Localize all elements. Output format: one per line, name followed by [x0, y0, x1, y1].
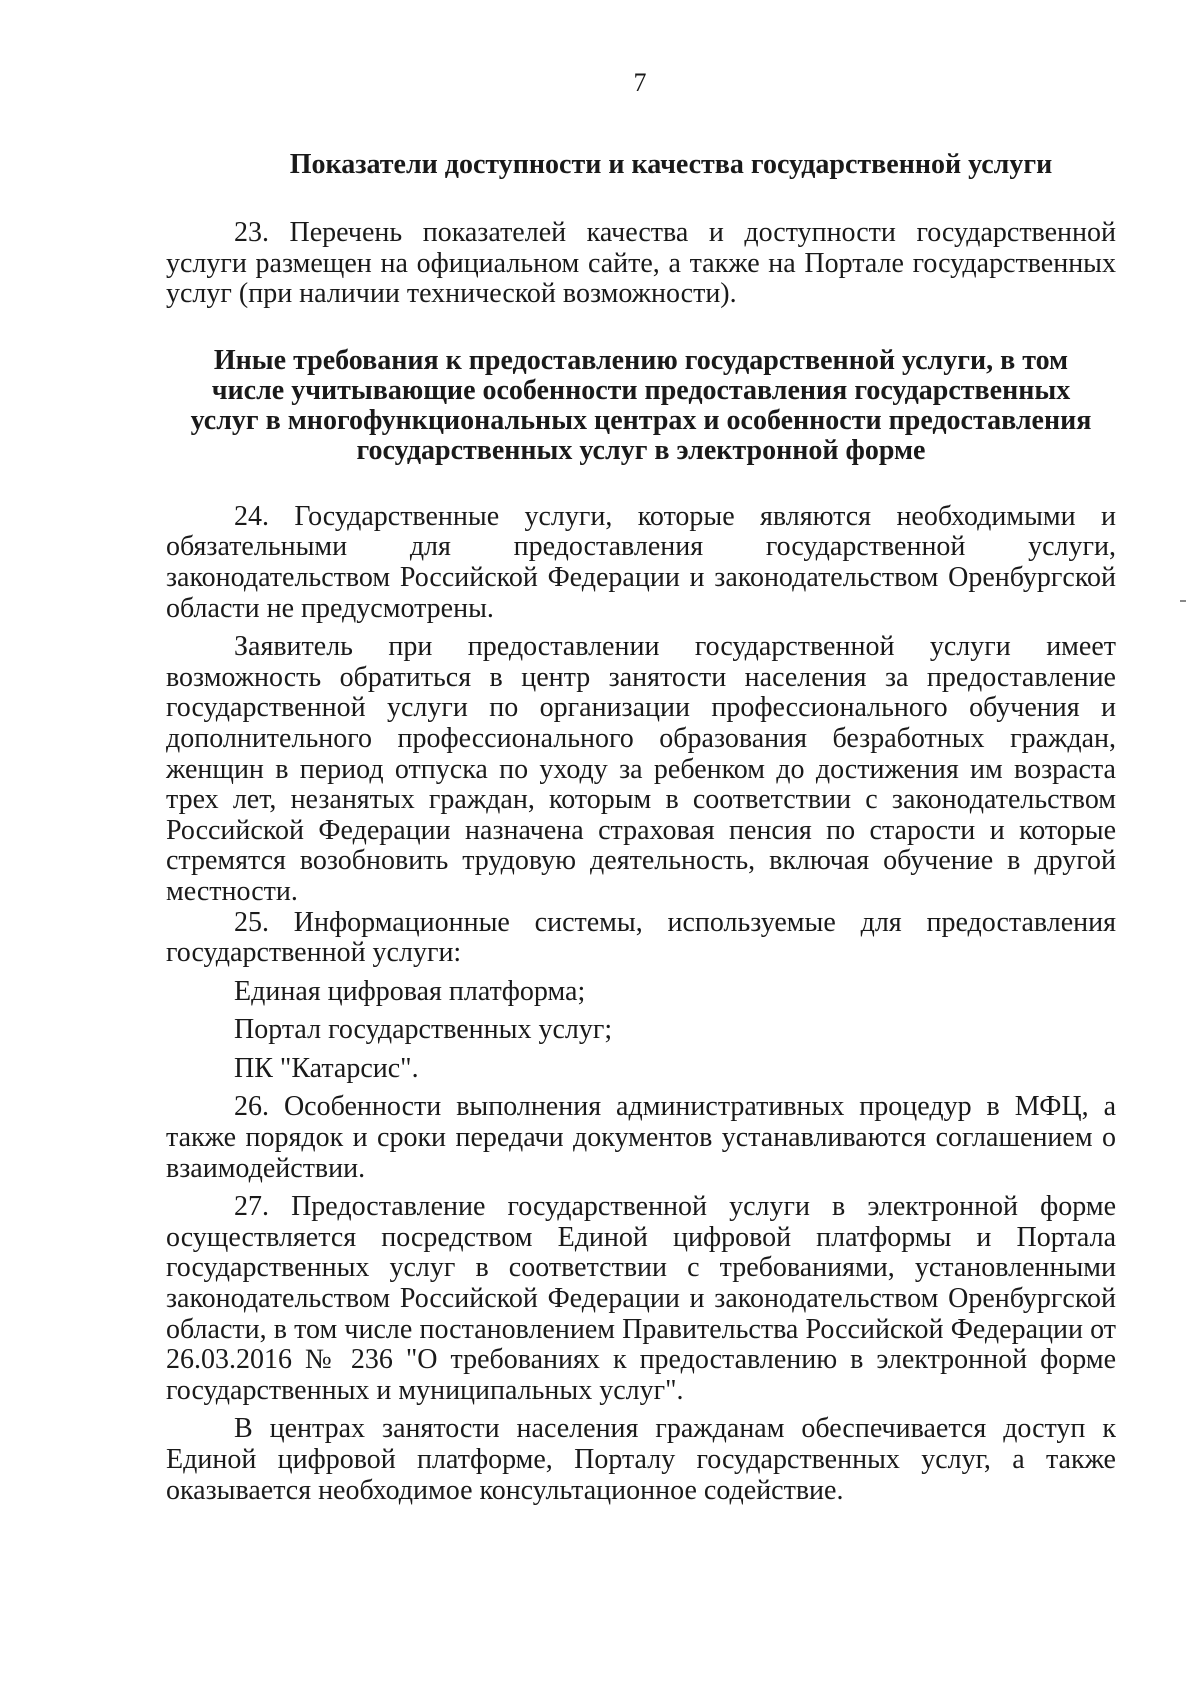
system-item: ПК "Катарсис".	[234, 1052, 419, 1084]
heading-line: числе учитывающие особенности предоставления государственных	[211, 374, 1071, 406]
section-heading-other-requirements	[166, 346, 1116, 466]
paragraph-27-centers: В центрах занятости населения гражданам обеспечивается доступ к Единой цифровой платформе, Порталу государственных услуг, а также оказывается необходимое консультационное содействие.	[166, 1413, 1116, 1506]
system-item: Портал государственных услуг;	[234, 1014, 613, 1046]
paragraph-24: 24. Государственные услуги, которые являются необходимыми и обязательными для предоставления государственной услуги, законодательством Российской Федерации и законодательством Оренбургской области не предусмотрены.	[166, 500, 1116, 624]
paragraph-27: 27. Предоставление государственной услуги в электронной форме осуществляется посредством Единой цифровой платформы и Портала государственных услуг в соответствии с требованиями, установленными законодательством Российской Федерации и законодательством Оренбургской области, в том числе постановлением Правительства Российской Федерации от 26.03.2016 № 236 "О требованиях к предоставлению в электронной форме государственных и муниципальных услуг".	[166, 1191, 1116, 1406]
system-item: Единая цифровая платформа;	[234, 975, 586, 1007]
section-heading-availability: Показатели доступности и качества государственной услуги	[289, 149, 1053, 180]
paragraph-24-applicant: Заявитель при предоставлении государственной услуги имеет возможность обратиться в центр занятости населения за предоставление государственной услуги по организации профессионального обучения и дополнительного профессионального образования безработных граждан, женщин в период отпуска по уходу за ребенком до достижения им возраста трех лет, незанятых граждан, которым в соответствии с законодательством Российской Федерации назначена страховая пенсия по старости и которые стремятся возобновить трудовую деятельность, включая обучение в другой местности.	[166, 631, 1116, 907]
heading-line: государственных услуг в электронной форме	[356, 434, 926, 466]
heading-line: услуг в многофункциональных центрах и особенности предоставления	[190, 404, 1092, 436]
document-body	[166, 150, 1116, 1506]
paragraph-26: 26. Особенности выполнения административных процедур в МФЦ, а также порядок и сроки передачи документов устанавливаются соглашением о взаимодействии.	[166, 1091, 1116, 1184]
scan-margin-mark	[1180, 600, 1186, 602]
paragraph-25: 25. Информационные системы, используемые для предоставления государственной услуги:	[166, 906, 1116, 969]
paragraph-23: 23. Перечень показателей качества и доступности государственной услуги размещен на официальном сайте, а также на Портале государственных услуг (при наличии технической возможности).	[166, 217, 1116, 310]
page-number: 7	[633, 68, 647, 97]
heading-line: Иные требования к предоставлению государственной услуги, в том	[213, 344, 1069, 376]
